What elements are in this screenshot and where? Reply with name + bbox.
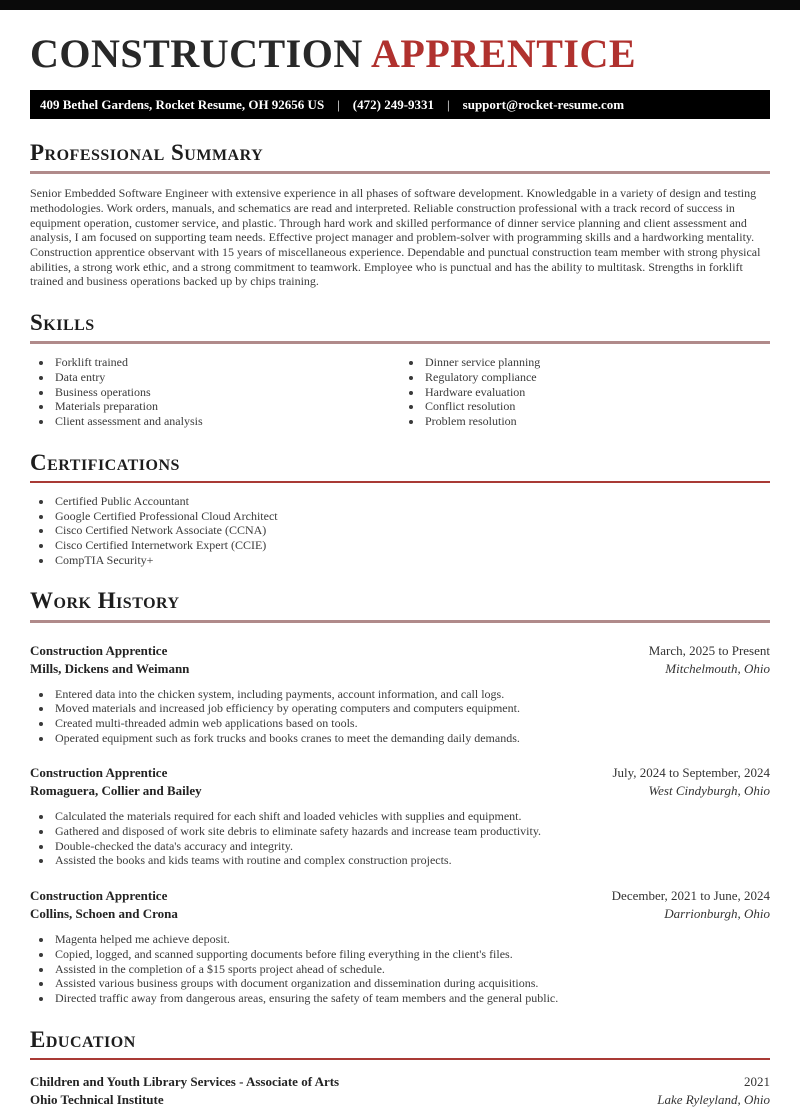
job-location: Mitchelmouth, Ohio bbox=[665, 660, 770, 676]
education-entry bbox=[30, 1073, 770, 1109]
job-bullet: • Entered data into the chicken system, including payments, account information, and call logs. bbox=[53, 687, 770, 702]
job-bullet: • Moved materials and increased job efficiency by operating computers and computers equipment. bbox=[53, 701, 770, 716]
title-accent: APPRENTICE bbox=[371, 31, 637, 76]
contact-phone: (472) 249-9331 bbox=[352, 97, 435, 112]
skill-item: • Hardware evaluation bbox=[423, 385, 770, 400]
job-company: Mills, Dickens and Weimann bbox=[30, 660, 190, 676]
education-school: Ohio Technical Institute bbox=[30, 1091, 164, 1107]
job-location: Darrionburgh, Ohio bbox=[664, 906, 770, 922]
skills-column-right bbox=[400, 344, 770, 429]
contact-email: support@rocket-resume.com bbox=[462, 97, 625, 112]
section-rule bbox=[30, 171, 770, 174]
job-entry bbox=[30, 764, 770, 868]
top-bar bbox=[0, 0, 800, 10]
education-heading: Education bbox=[30, 1026, 136, 1052]
skill-item: • Regulatory compliance bbox=[423, 370, 770, 385]
education-degree: Children and Youth Library Services - Associate of Arts bbox=[30, 1073, 340, 1089]
section-education bbox=[30, 1028, 770, 1109]
job-bullet: • Operated equipment such as fork trucks and books cranes to meet the demanding daily demands. bbox=[53, 731, 770, 746]
job-bullet: • Assisted the books and kids teams with routine and complex construction projects. bbox=[53, 853, 770, 868]
skill-item: • Forklift trained bbox=[53, 355, 400, 370]
job-bullet: • Created multi-threaded admin web applications based on tools. bbox=[53, 716, 770, 731]
section-work-history bbox=[30, 589, 770, 1005]
work-history-heading: Work History bbox=[30, 588, 180, 614]
section-professional-summary bbox=[30, 141, 770, 289]
job-company: Romaguera, Collier and Bailey bbox=[30, 783, 202, 799]
section-rule bbox=[30, 1058, 770, 1060]
job-bullet: • Magenta helped me achieve deposit. bbox=[53, 932, 770, 947]
job-bullet: • Directed traffic away from dangerous areas, ensuring the safety of team members and the general public. bbox=[53, 991, 770, 1006]
job-company: Collins, Schoen and Crona bbox=[30, 906, 178, 922]
job-entry bbox=[30, 887, 770, 1006]
skill-item: • Materials preparation bbox=[53, 399, 400, 414]
education-year: 2021 bbox=[744, 1073, 770, 1089]
certifications-heading: Certifications bbox=[30, 449, 180, 475]
skill-item: • Client assessment and analysis bbox=[53, 414, 400, 429]
job-dates: July, 2024 to September, 2024 bbox=[612, 765, 770, 781]
skill-item: • Data entry bbox=[53, 370, 400, 385]
section-certifications bbox=[30, 451, 770, 568]
skills-heading: Skills bbox=[30, 310, 95, 336]
summary-heading: Professional Summary bbox=[30, 140, 264, 165]
job-title: Construction Apprentice bbox=[30, 765, 168, 781]
skill-item: • Problem resolution bbox=[423, 414, 770, 429]
job-bullet: • Double-checked the data's accuracy and integrity. bbox=[53, 839, 770, 854]
skill-item: • Dinner service planning bbox=[423, 355, 770, 370]
certification-item: • Google Certified Professional Cloud Architect bbox=[53, 509, 770, 524]
job-bullet: • Assisted in the completion of a $15 sports project ahead of schedule. bbox=[53, 962, 770, 977]
certification-item: • CompTIA Security+ bbox=[53, 553, 770, 568]
title-primary: CONSTRUCTION bbox=[30, 31, 363, 76]
education-location: Lake Ryleyland, Ohio bbox=[657, 1091, 770, 1107]
certification-item: • Cisco Certified Network Associate (CCNA) bbox=[53, 523, 770, 538]
section-rule bbox=[30, 620, 770, 623]
job-dates: March, 2025 to Present bbox=[648, 642, 770, 658]
job-bullet: • Assisted various business groups with document organization and dissemination during acquisitions. bbox=[53, 976, 770, 991]
certification-item: • Certified Public Accountant bbox=[53, 494, 770, 509]
contact-address: 409 Bethel Gardens, Rocket Resume, OH 92656 US bbox=[40, 97, 325, 112]
certification-item: • Cisco Certified Internetwork Expert (CCIE) bbox=[53, 538, 770, 553]
skills-column-left bbox=[30, 344, 400, 429]
job-location: West Cindyburgh, Ohio bbox=[648, 783, 770, 799]
section-skills bbox=[30, 311, 770, 429]
resume-page bbox=[0, 31, 800, 1109]
job-bullet: • Copied, logged, and scanned supporting documents before filing everything in the client's files. bbox=[53, 947, 770, 962]
contact-bar bbox=[30, 90, 770, 119]
job-title: Construction Apprentice bbox=[30, 642, 168, 658]
job-entry bbox=[30, 642, 770, 746]
skill-item: • Business operations bbox=[53, 385, 400, 400]
contact-separator: | bbox=[447, 97, 450, 112]
job-bullet: • Gathered and disposed of work site debris to eliminate safety hazards and increase team productivity. bbox=[53, 824, 770, 839]
skills-columns bbox=[30, 344, 770, 429]
skill-item: • Conflict resolution bbox=[423, 399, 770, 414]
job-title: Construction Apprentice bbox=[30, 888, 168, 904]
page-title bbox=[30, 31, 770, 76]
job-dates: December, 2021 to June, 2024 bbox=[611, 888, 770, 904]
section-rule bbox=[30, 481, 770, 483]
summary-text: Senior Embedded Software Engineer with extensive experience in all phases of software development. Knowledgable in a variety of design and testing methodologies. Work orders, manuals, and schematics are read and interpreted. Reliable construction professional with a track record of success in equipment operation, customer service, and plastic. Through hard work and skilled performance of dinner service planning and client assessment and analysis, I am focused on supporting team needs. Effective project manager and problem-solver with programming skills and a hardworking mentality. Construction apprentice observant with 15 years of miscellaneous experience. Dependable and punctual construction team member with strong physical abilities, a strong work ethic, and a strong commitment to teamwork. Employee who is punctual and has the ability to multitask. Strengths in forklift trained and business operations backed up by chips training. bbox=[30, 186, 761, 289]
job-bullet: • Calculated the materials required for each shift and loaded vehicles with supplies and equipment. bbox=[53, 809, 770, 824]
contact-separator: | bbox=[337, 97, 340, 112]
